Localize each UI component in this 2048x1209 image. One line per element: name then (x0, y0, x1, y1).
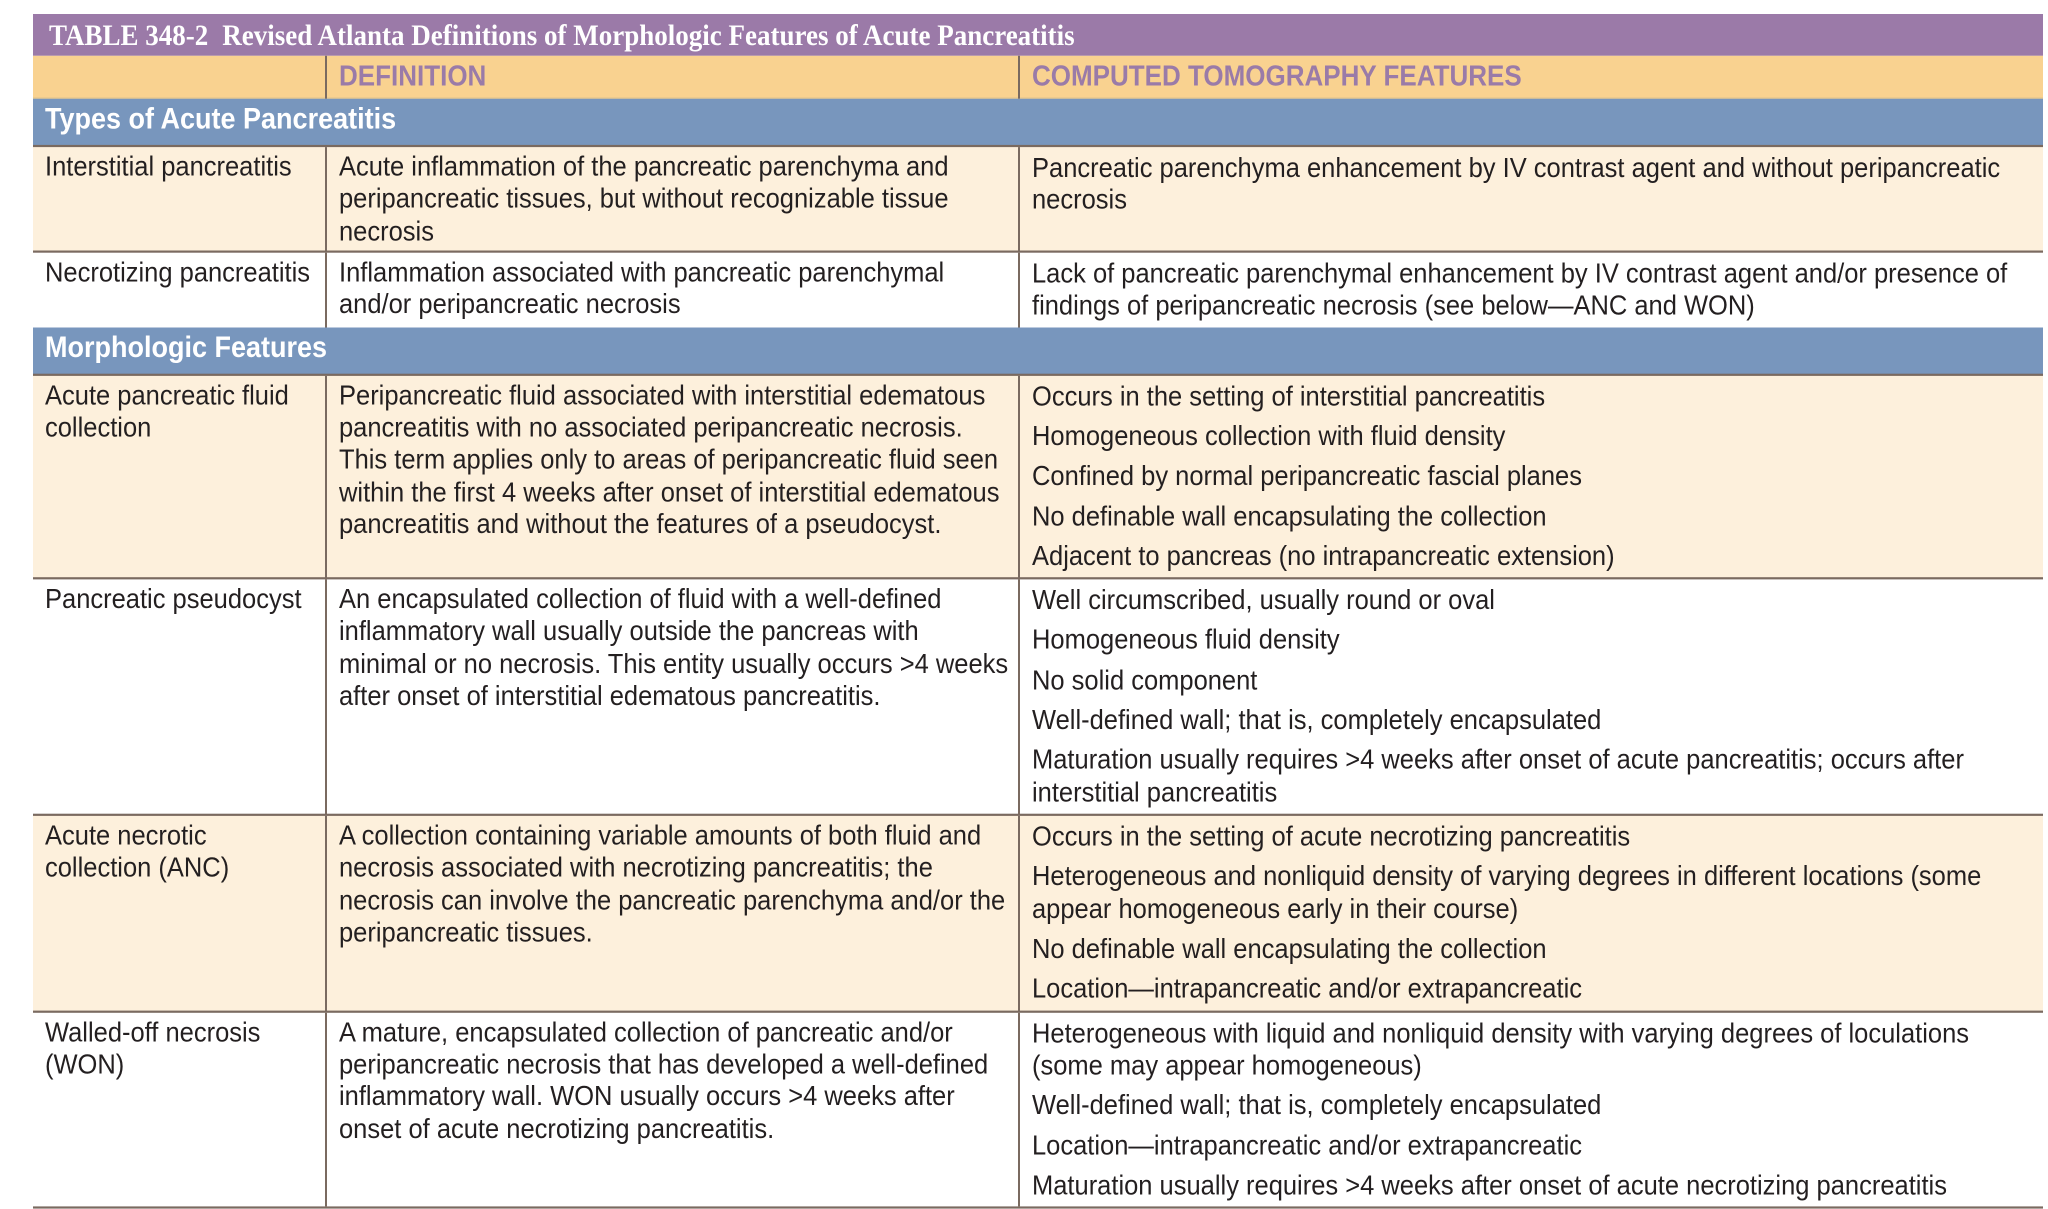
table-number: TABLE 348-2 (49, 18, 209, 52)
table-row (33, 252, 2043, 327)
header-definition: DEFINITION (326, 56, 1019, 98)
ct-feature-item: Occurs in the setting of interstitial pancreatitis (1032, 380, 1546, 412)
ct-feature-item: Well-defined wall; that is, completely encapsulated (1032, 1090, 1602, 1121)
row-term: Interstitial pancreatitis (33, 146, 326, 252)
row-definition: Acute inflammation of the pancreatic parenchyma and peripancreatic tissues, but without recognizable tissue necrosis (326, 146, 1019, 252)
table-title (33, 14, 2043, 56)
ct-feature-item: No solid component (1032, 664, 1258, 696)
ct-feature-item: Lack of pancreatic parenchymal enhancement by IV contrast agent and/or presence of findings of peripancreatic necrosis (see below—ANC and WON) (1032, 258, 2008, 322)
row-definition: An encapsulated collection of fluid with a well-defined inflammatory wall usually outside the pancreas with minimal or no necrosis. This entity usually occurs >4 weeks after onset of interstitial edematous pancreatitis. (326, 578, 1019, 814)
header-term (33, 56, 326, 98)
ct-feature-item: Maturation usually requires >4 weeks after onset of acute necrotizing pancreatitis (1032, 1169, 1947, 1201)
row-term: Necrotizing pancreatitis (33, 252, 326, 327)
row-ct-features (1019, 815, 2043, 1011)
ct-feature-item: Heterogeneous and nonliquid density of varying degrees in different locations (some appear homogeneous early in their course) (1032, 861, 1982, 925)
row-ct-features (1019, 374, 2043, 578)
ct-feature-item: Heterogeneous with liquid and nonliquid density with varying degrees of loculations (some may appear homogeneous) (1032, 1017, 1970, 1081)
row-term: Acute pancreatic fluid collection (33, 374, 326, 578)
table-row (33, 578, 2043, 814)
ct-feature-item: No definable wall encapsulating the collection (1032, 500, 1547, 532)
row-definition: A collection containing variable amounts of both fluid and necrosis associated with necrotizing pancreatitis; the necrosis can involve the pancreatic parenchyma and/or the peripancreatic tissues. (326, 815, 1019, 1011)
row-ct-features (1019, 252, 2043, 327)
table-row (33, 1011, 2043, 1207)
ct-feature-item: Well circumscribed, usually round or oval (1032, 585, 1495, 616)
ct-feature-item: Location—intrapancreatic and/or extrapancreatic (1032, 973, 1582, 1005)
row-definition: A mature, encapsulated collection of pancreatic and/or peripancreatic necrosis that has developed a well-defined inflammatory wall. WON usually occurs >4 weeks after onset of acute necrotizing pancreatitis. (326, 1011, 1019, 1207)
section-heading: Types of Acute Pancreatitis (33, 98, 2043, 146)
ct-feature-item: Adjacent to pancreas (no intrapancreatic extension) (1032, 540, 1615, 572)
table-body (33, 98, 2043, 1207)
section-heading-row (33, 98, 2043, 146)
atlanta-table (33, 56, 2043, 1209)
row-term: Walled-off necrosis (WON) (33, 1011, 326, 1207)
row-term: Acute necrotic collection (ANC) (33, 815, 326, 1011)
ct-feature-item: Well-defined wall; that is, completely encapsulated (1032, 704, 1602, 736)
ct-feature-item: Homogeneous fluid density (1032, 624, 1340, 656)
header-ct-features: COMPUTED TOMOGRAPHY FEATURES (1019, 56, 2043, 98)
ct-feature-item: Pancreatic parenchyma enhancement by IV contrast agent and without peripancreatic necrosis (1032, 152, 2001, 216)
ct-feature-item: Location—intrapancreatic and/or extrapancreatic (1032, 1129, 1582, 1161)
row-term: Pancreatic pseudocyst (33, 578, 326, 814)
ct-feature-item: Confined by normal peripancreatic fascial planes (1032, 460, 1582, 492)
header-row (33, 56, 2043, 98)
document (33, 14, 2043, 1209)
row-definition: Inflammation associated with pancreatic parenchymal and/or peripancreatic necrosis (326, 252, 1019, 327)
ct-feature-item: Maturation usually requires >4 weeks after onset of acute pancreatitis; occurs after interstitial pancreatitis (1032, 744, 1964, 808)
row-definition: Peripancreatic fluid associated with interstitial edematous pancreatitis with no associated peripancreatic necrosis. This term applies only to areas of peripancreatic fluid seen within the first 4 weeks after onset of interstitial edematous pancreatitis and without the features of a pseudocyst. (326, 374, 1019, 578)
ct-feature-item: No definable wall encapsulating the collection (1032, 933, 1547, 965)
table-title-text: Revised Atlanta Definitions of Morphologic Features of Acute Pancreatitis (222, 18, 1075, 52)
row-ct-features (1019, 146, 2043, 252)
row-ct-features (1019, 578, 2043, 814)
section-heading: Morphologic Features (33, 327, 2043, 374)
table-row (33, 815, 2043, 1011)
row-ct-features (1019, 1011, 2043, 1207)
ct-feature-item: Homogeneous collection with fluid density (1032, 420, 1506, 452)
table-row (33, 146, 2043, 252)
ct-feature-item: Occurs in the setting of acute necrotizing pancreatitis (1032, 821, 1631, 853)
section-heading-row (33, 327, 2043, 374)
table-row (33, 374, 2043, 578)
